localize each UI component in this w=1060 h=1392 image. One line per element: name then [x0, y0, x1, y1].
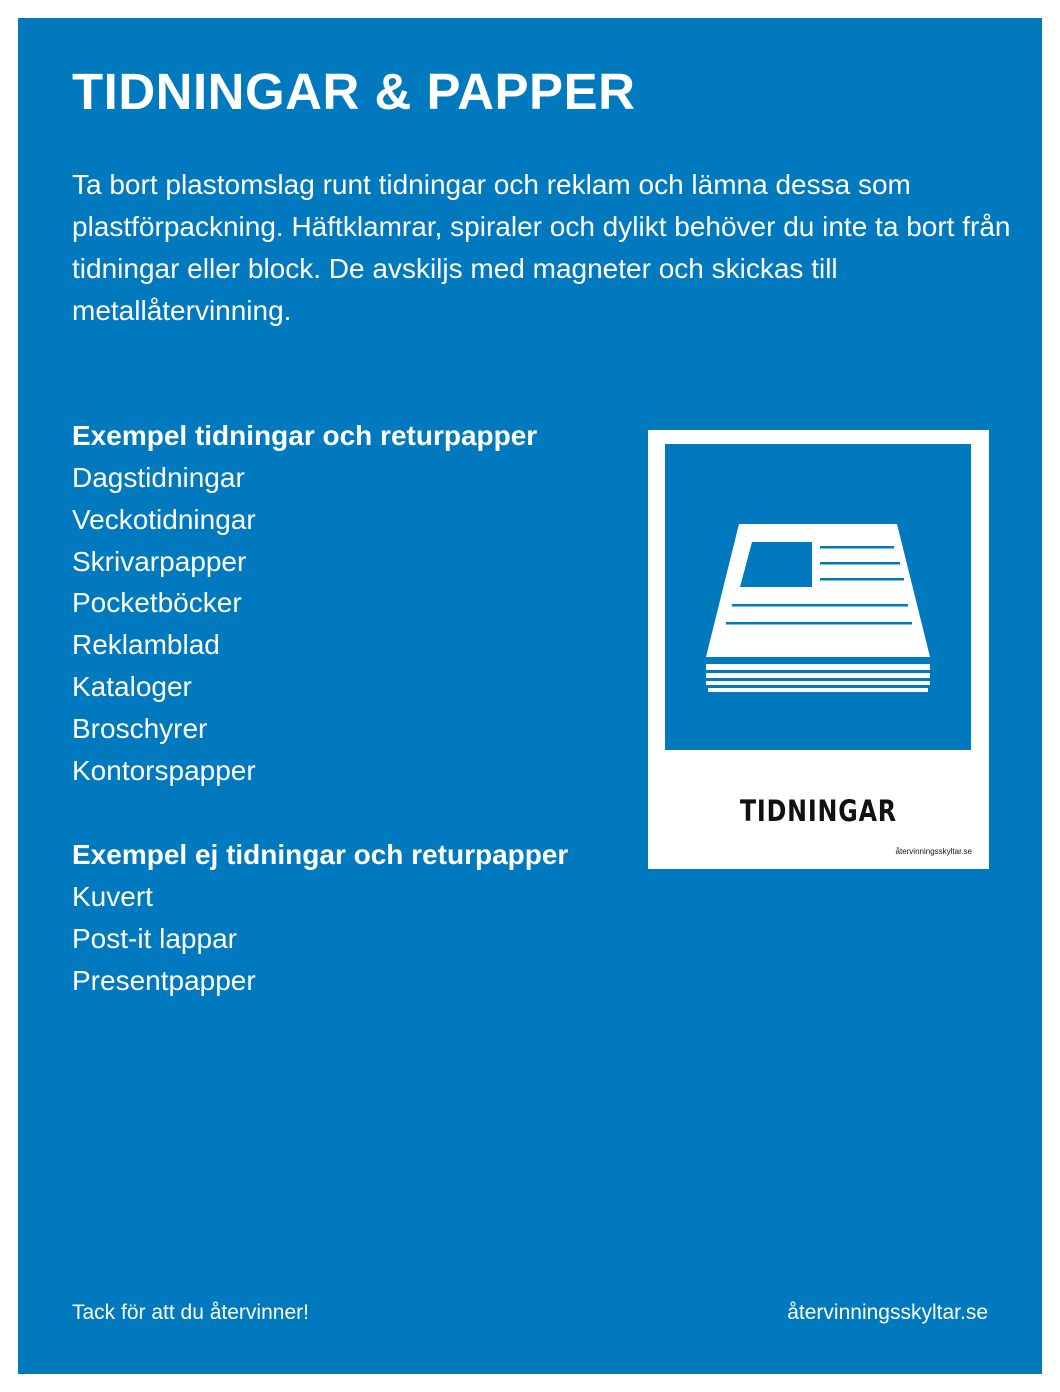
list-item: Kontorspapper [72, 754, 256, 786]
list-item: Pocketböcker [72, 587, 242, 619]
list-item: Dagstidningar [72, 462, 245, 493]
newspaper-sign [648, 430, 989, 869]
list-item: Kataloger [72, 670, 192, 702]
examples-rejected-list [72, 876, 568, 1001]
list-item: Veckotidningar [72, 503, 256, 535]
newspaper-icon [665, 444, 971, 750]
footer-website: återvinningsskyltar.se [787, 1301, 988, 1324]
list-item: Post-it lappar [72, 922, 237, 954]
recycling-sign-page [18, 18, 1042, 1374]
list-item: Presentpapper [72, 964, 256, 996]
list-item: Reklamblad [72, 629, 220, 661]
list-item: Skrivarpapper [72, 545, 247, 577]
examples-accepted [72, 415, 537, 791]
intro-text: Ta bort plastomslag runt tidningar och reklam och lämna dessa som plastförpackning. Häftklamrar, spiraler och dylikt behöver du inte ta bort från tidningar eller block. De avskiljs med magneter och skickas till metallåtervinning. [72, 169, 1011, 326]
sign-url: återvinningsskyltar.se [895, 847, 972, 856]
list-item: Broschyrer [72, 712, 208, 744]
sign-pictogram [665, 444, 971, 750]
page-title: TIDNINGAR & PAPPER [72, 63, 636, 120]
examples-rejected [72, 834, 568, 1001]
examples-rejected-title: Exempel ej tidningar och returpapper [72, 839, 569, 870]
sign-label: TIDNINGAR [739, 794, 897, 828]
list-item: Kuvert [72, 881, 153, 912]
examples-accepted-title: Exempel tidningar och returpapper [72, 420, 538, 451]
examples-accepted-list [72, 457, 537, 791]
footer-thanks: Tack för att du återvinner! [72, 1301, 309, 1324]
